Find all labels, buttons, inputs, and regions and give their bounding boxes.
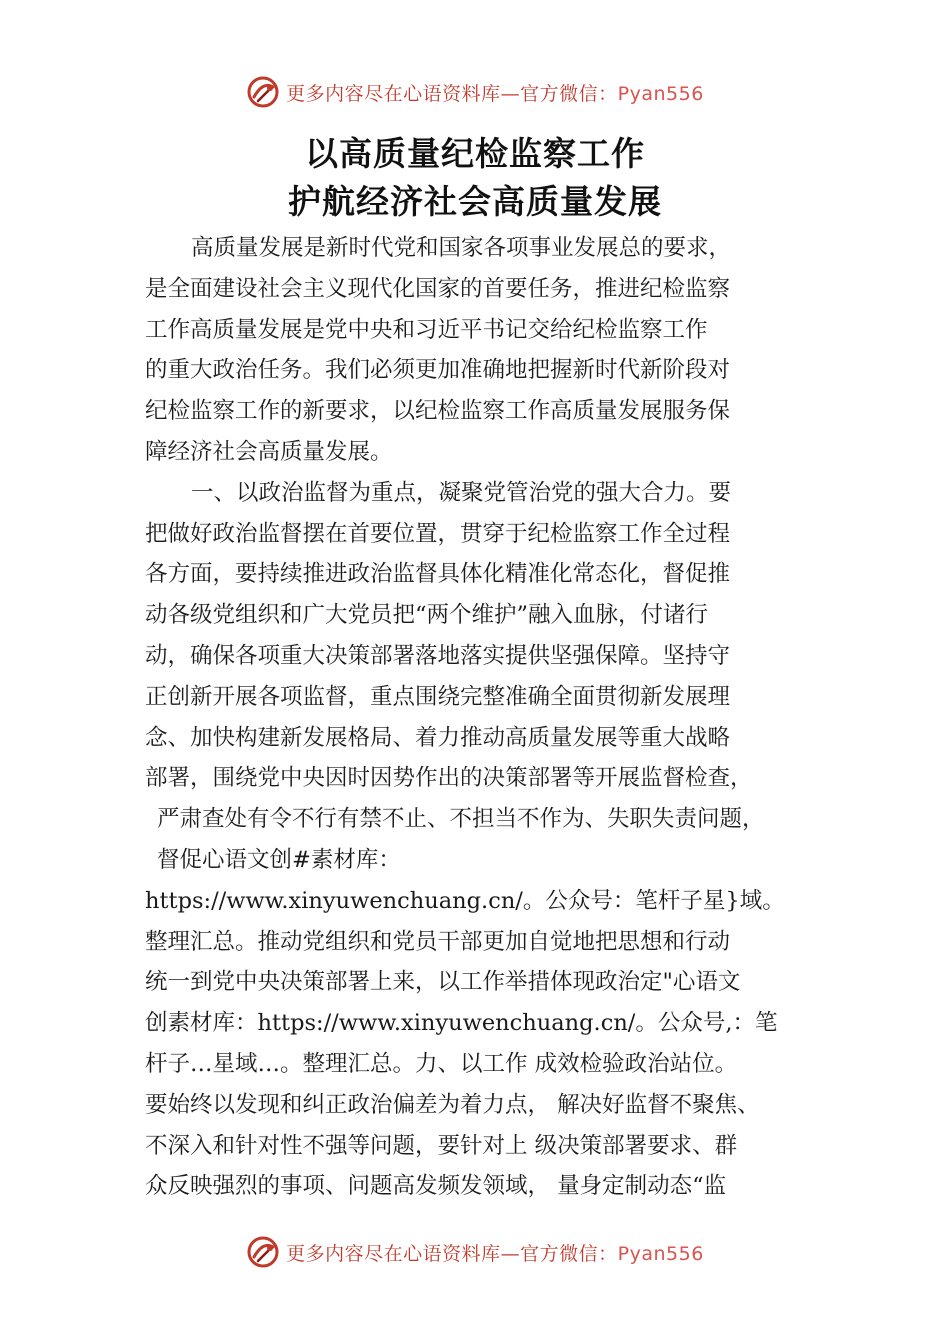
watermark-text: 更多内容尽在心语资料库—官方微信：Pyan556 — [286, 1242, 704, 1265]
watermark-text: 更多内容尽在心语资料库—官方微信：Pyan556 — [286, 82, 704, 105]
body-line: 工作高质量发展是党中央和习近平书记交给纪检监察工作 — [145, 316, 708, 343]
body-line: 部署，围绕党中央因时因势作出的决策部署等开展监督检查， — [145, 765, 753, 792]
brand-logo-icon — [246, 75, 280, 109]
body-line: 各方面，要持续推进政治监督具体化精准化常态化，督促推 — [145, 561, 731, 588]
body-line: 念、加快构建新发展格局、着力推动高质量发展等重大战略 — [145, 724, 731, 751]
body-line: 的重大政治任务。我们必须更加准确地把握新时代新阶段对 — [145, 357, 731, 384]
watermark-footer — [0, 1232, 950, 1272]
body-line: 统一到党中央决策部署上来，以工作举措体现政治定"心语文 — [145, 969, 741, 996]
body-line: 正创新开展各项监督，重点围绕完整准确全面贯彻新发展理 — [145, 683, 731, 710]
body-line: 严肃查处有令不行有禁不止、不担当不作为、失职失责问题， — [157, 806, 765, 833]
body-line: 要始终以发现和纠正政治偏差为着力点， 解决好监督不聚焦、 — [145, 1091, 760, 1118]
body-line: 把做好政治监督摆在首要位置，贯穿于纪检监察工作全过程 — [145, 520, 731, 547]
body-line: 高质量发展是新时代党和国家各项事业发展总的要求， — [191, 235, 732, 261]
watermark-wechat-id: Pyan556 — [617, 82, 704, 105]
body-line: 创素材库：https://www.xinyuwenchuang.cn/。公众号,：笔 — [145, 1010, 778, 1037]
body-line: 不深入和针对性不强等问题，要针对上 级决策部署要求、群 — [145, 1132, 738, 1159]
document-body — [145, 228, 845, 1207]
brand-logo-icon — [246, 1235, 280, 1269]
document-title-line-2: 护航经济社会高质量发展 — [288, 182, 662, 221]
watermark-header — [0, 72, 950, 112]
body-line: 一、以政治监督为重点，凝聚党管治党的强大合力。要 — [191, 479, 732, 506]
body-line: 动各级党组织和广大党员把“两个维护”融入血脉，付诸行 — [145, 602, 709, 629]
body-line: 动，确保各项重大决策部署落地落实提供坚强保障。坚持守 — [145, 642, 731, 669]
watermark-wechat-id: Pyan556 — [617, 1242, 704, 1265]
body-line: 整理汇总。推动党组织和党员干部更加自觉地把思想和行动 — [145, 928, 731, 955]
body-line: 障经济社会高质量发展。 — [145, 438, 393, 465]
body-line: 杆子…星域…。整理汇总。力、以工作 成效检验政治站位。 — [145, 1050, 738, 1077]
body-line: 是全面建设社会主义现代化国家的首要任务，推进纪检监察 — [145, 275, 731, 302]
body-line: 督促心语文创#素材库： — [157, 846, 401, 873]
document-title-line-1: 以高质量纪检监察工作 — [305, 134, 645, 173]
body-line: 纪检监察工作的新要求，以纪检监察工作高质量发展服务保 — [145, 398, 731, 425]
body-line: 众反映强烈的事项、问题高发频发领域， 量身定制动态“监 — [145, 1173, 727, 1200]
body-line: https://www.xinyuwenchuang.cn/。公众号：笔杆子星}域。 — [145, 887, 785, 914]
